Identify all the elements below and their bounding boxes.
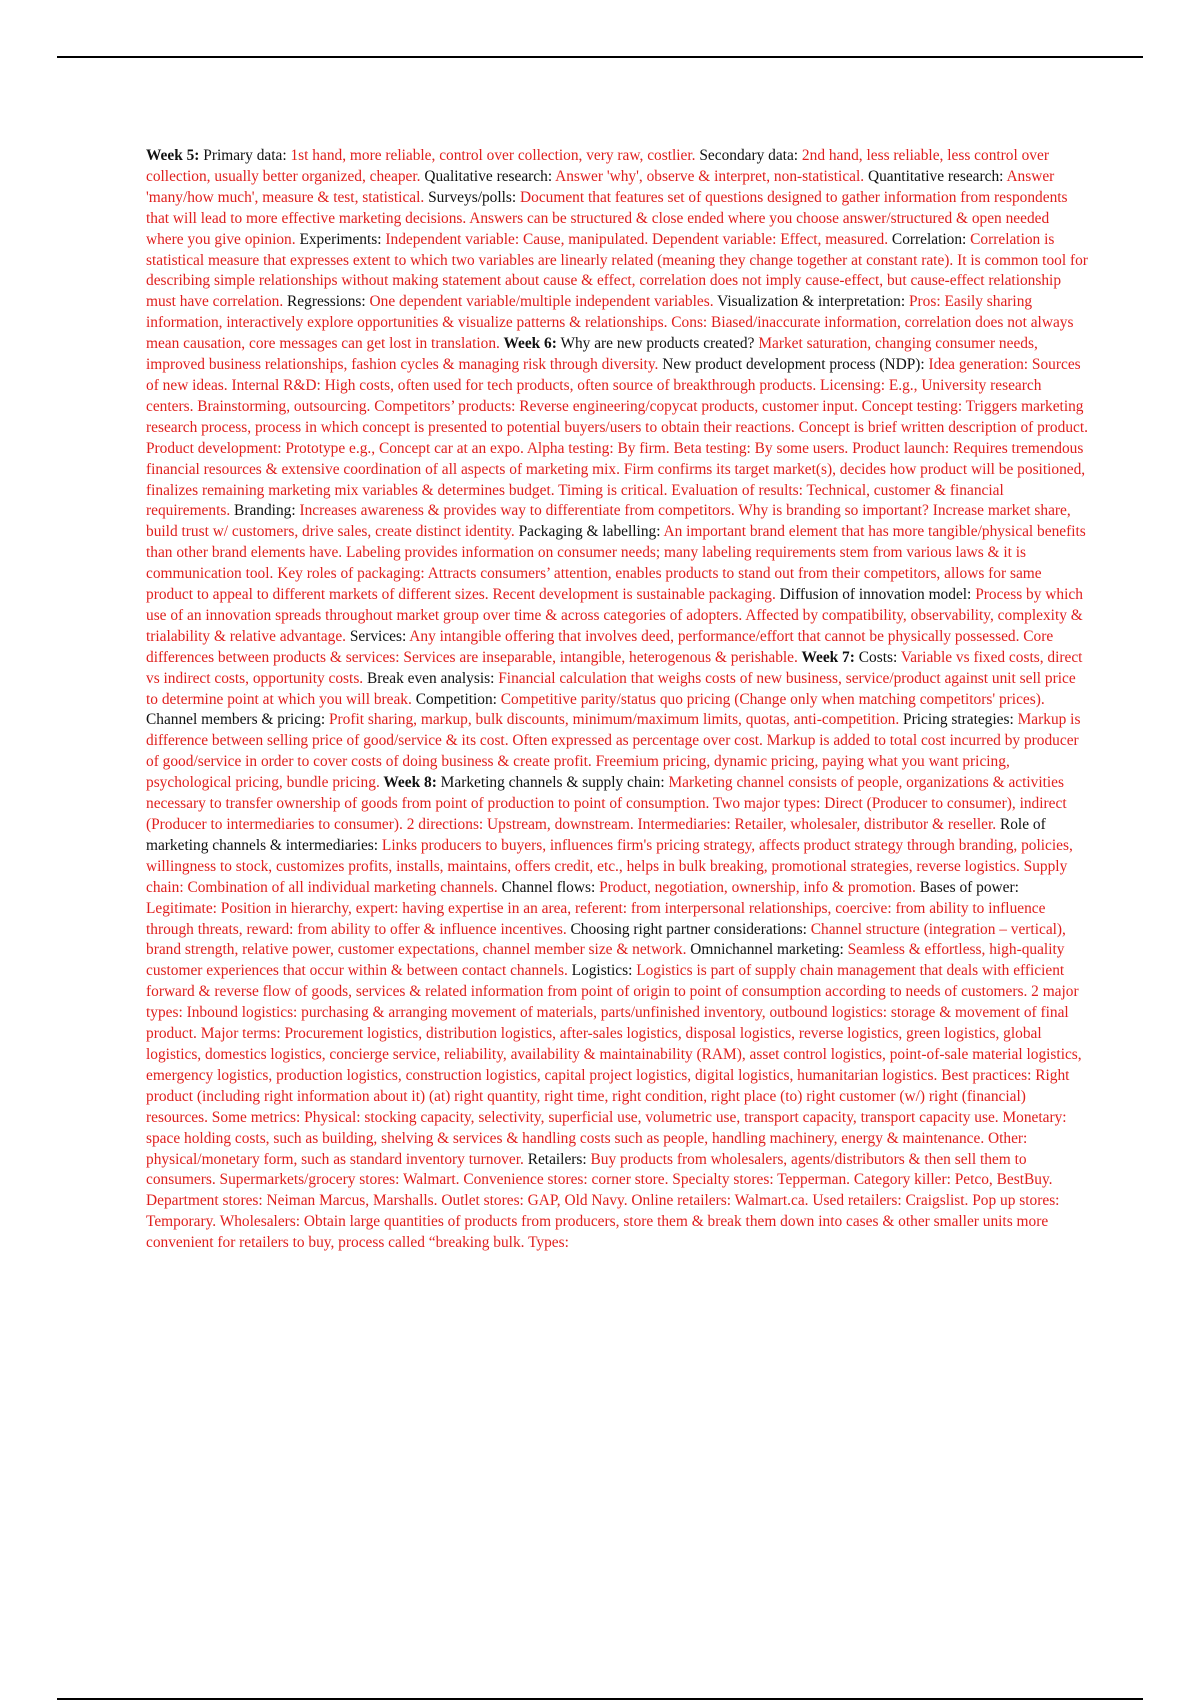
document-page: [146, 146, 1088, 1254]
definition-text: Profit sharing, markup, bulk discounts, minimum/maximum limits, quotas, anti-competition.: [328, 711, 900, 729]
definition-text: Idea generation: Sources of new ideas. Internal R&D: High costs, often used for tech products, often source of breakthrough products. Licensing: E.g., University research centers. Brainstorming, outsourcing. Competitors’ products: Reverse engineering/copycat products, customer input. Concept testing: Triggers marketing research process, process in which concept is presented to potential buyers/users to obtain their reactions. Concept is brief written description of product. Product development: Prototype e.g., Concept car at an expo. Alpha testing: By firm. Beta testing: By some users. Product launch: Requires tremendous financial resources & extensive coordination of all aspects of marketing mix. Firm confirms its target market(s), decides how product will be positioned, finalizes remaining marketing mix variables & determines budget. Timing is critical. Evaluation of results: Technical, customer & financial requirements.: [146, 356, 1088, 520]
definition-text: Increases awareness & provides way to differentiate from competitors. Why is branding so important? Increase market share, build trust w/ customers, drive sales, create distinct identity.: [146, 502, 1071, 541]
term-label: Break even analysis:: [363, 669, 499, 687]
definition-text: Marketing channel consists of people, organizations & activities necessary to transfer ownership of goods from point of production to point of consumption. Two major types: Direct (Producer to consumer), indirect (Producer to intermediaries to consumer). 2 directions: Upstream, downstream. Intermediaries: Retailer, wholesaler, distributor & reseller.: [146, 774, 1067, 833]
definition-text: Markup is difference between selling price of good/service & its cost. Often expressed as percentage over cost. Markup is added to total cost incurred by producer of good/service in order to cover costs of doing business & create profit. Freemium pricing, dynamic pricing, paying what you want pricing, psychological pricing, bundle pricing.: [146, 711, 1081, 792]
definition-text: Independent variable: Cause, manipulated. Dependent variable: Effect, measured.: [385, 230, 889, 248]
definition-text: Process by which use of an innovation spreads throughout market group over time & across categories of adopters. Affected by compatibility, observability, complexity & trialability & relative advantage.: [146, 586, 1083, 645]
definition-text: Seamless & effortless, high-quality customer experiences that occur within & between contact channels.: [146, 941, 1065, 980]
term-label: Regressions:: [283, 293, 370, 311]
definition-text: Answer 'many/how much', measure & test, statistical.: [146, 167, 1055, 206]
week-heading: Week 6:: [499, 335, 557, 353]
definition-text: Channel structure (integration – vertical), brand strength, relative power, customer expectations, channel member size & network.: [146, 920, 1066, 959]
term-label: Correlation:: [888, 230, 971, 248]
week-heading: Week 5:: [146, 147, 200, 164]
definition-text: Buy products from wholesalers, agents/distributors & then sell them to consumers. Supermarkets/grocery stores: Walmart. Convenience stores: corner store. Specialty stores: Tepperman. Category killer: Petco, BestBuy. Department stores: Neiman Marcus, Marshalls. Outlet stores: GAP, Old Navy. Online retailers: Walmart.ca. Used retailers: Craigslist. Pop up stores: Temporary. Wholesalers: Obtain large quantities of products from producers, store them & break them down into cases & other smaller units more convenient for retailers to buy, process called “breaking bulk. Types:: [146, 1150, 1060, 1252]
term-label: Packaging & labelling:: [514, 523, 664, 541]
term-label: Branding:: [230, 502, 300, 520]
definition-text: Any intangible offering that involves deed, performance/effort that cannot be physically possessed. Core differences between products & services: Services are inseparable, intangible, heterogenous & perishable.: [146, 627, 1054, 666]
term-label: New product development process (NDP):: [658, 356, 929, 374]
term-label: Why are new products created?: [556, 335, 759, 353]
definition-text: Market saturation, changing consumer needs, improved business relationships, fashion cycles & managing risk through diversity.: [146, 335, 1038, 374]
definition-text: Document that features set of questions designed to gather information from respondents that will lead to more effective marketing decisions. Answers can be structured & close ended where you choose answer/structured & open needed where you give opinion.: [146, 188, 1068, 248]
term-label: Surveys/polls:: [424, 188, 521, 206]
term-label: Visualization & interpretation:: [713, 293, 909, 311]
term-label: Bases of power:: [915, 878, 1019, 896]
definition-text: 1st hand, more reliable, control over collection, very raw, costlier.: [290, 147, 696, 164]
definition-text: Product, negotiation, ownership, info & promotion.: [599, 878, 916, 896]
definition-text: Variable vs fixed costs, direct vs indirect costs, opportunity costs.: [146, 648, 1083, 687]
definition-text: 2nd hand, less reliable, less control over collection, usually better organized, cheaper.: [146, 147, 1049, 185]
definition-text: An important brand element that has more tangible/physical benefits than other brand elements have. Labeling provides information on consumer needs; many labeling requirements stem from various laws & it is communication tool. Key roles of packaging: Attracts consumers’ attention, enables products to stand out from their competitors, allows for same product to appeal to different markets of different sizes. Recent development is sustainable packaging.: [146, 523, 1086, 604]
term-label: Services:: [346, 627, 410, 645]
term-label: Costs:: [854, 648, 901, 666]
term-label: Omnichannel marketing:: [686, 941, 848, 959]
term-label: Diffusion of innovation model:: [775, 586, 976, 604]
definition-text: Competitive parity/status quo pricing (Change only when matching competitors' prices).: [500, 690, 1045, 708]
term-label: Logistics:: [567, 962, 637, 980]
term-label: Retailers:: [523, 1150, 591, 1168]
term-label: Marketing channels & supply chain:: [436, 774, 669, 792]
definition-text: Logistics is part of supply chain management that deals with efficient forward & reverse flow of goods, services & related information from point of origin to point of consumption according to needs of customers. 2 major types: Inbound logistics: purchasing & arranging movement of materials, parts/unfinished inventory, outbound logistics: storage & movement of final product. Major terms: Procurement logistics, distribution logistics, after-sales logistics, disposal logistics, reverse logistics, green logistics, global logistics, domestics logistics, concierge service, reliability, availability & maintainability (RAM), asset control logistics, point-of-sale material logistics, emergency logistics, production logistics, construction logistics, capital project logistics, digital logistics, humanitarian logistics. Best practices: Right product (including right information about it) (at) right quantity, right time, right condition, right place (to) right customer (w/) right (financial) resources. Some metrics: Physical: stocking capacity, selectivity, superficial use, volumetric use, transport capacity, transport capacity use. Monetary: space holding costs, such as building, shelving & services & handling costs such as people, handling machinery, energy & maintenance. Other: physical/monetary form, such as standard inventory turnover.: [146, 962, 1082, 1168]
top-rule: [57, 56, 1143, 58]
term-label: Competition:: [411, 690, 501, 708]
term-label: Quantitative research:: [864, 167, 1007, 185]
definition-text: Correlation is statistical measure that expresses extent to which two variables are linearly related (meaning they change together at constant rate). It is common tool for describing simple relationships without making statement about cause & effect, correlation does not imply cause-effect, but cause-effect relationship must have correlation.: [146, 230, 1088, 311]
term-label: Primary data:: [199, 147, 291, 164]
definition-text: Answer 'why', observe & interpret, non-statistical.: [555, 167, 865, 185]
definition-text: Links producers to buyers, influences firm's pricing strategy, affects product strategy through branding, policies, willingness to stock, customizes profits, installs, maintains, offers credit, etc., helps in bulk breaking, promotional strategies, reverse logistics. Supply chain: Combination of all individual marketing channels.: [146, 836, 1073, 896]
term-label: Channel flows:: [497, 878, 600, 896]
week-heading: Week 8:: [379, 774, 437, 792]
definition-text: Pros: Easily sharing information, interactively explore opportunities & visualize patterns & relationships. Cons: Biased/inaccurate information, correlation does not always mean causation, core messages can get lost in translation.: [146, 293, 1074, 353]
term-label: Channel members & pricing:: [146, 711, 329, 729]
term-label: Pricing strategies:: [899, 711, 1018, 729]
week-heading: Week 7:: [797, 648, 855, 666]
definition-text: One dependent variable/multiple independent variables.: [369, 293, 714, 311]
term-label: Experiments:: [295, 230, 386, 248]
term-label: Qualitative research:: [420, 167, 556, 185]
term-label: Choosing right partner considerations:: [566, 920, 811, 938]
study-notes-paragraph: [146, 146, 1088, 1254]
term-label: Secondary data:: [695, 147, 802, 164]
definition-text: Legitimate: Position in hierarchy, expert: having expertise in an area, referent: from interpersonal relationships, coercive: from ability to influence through threats, reward: from ability to offer & influence incentives.: [146, 899, 1046, 938]
term-label: Role of marketing channels & intermediaries:: [146, 816, 1046, 854]
definition-text: Financial calculation that weighs costs of new business, service/product against unit sell price to determine point at which you will break.: [146, 669, 1076, 708]
